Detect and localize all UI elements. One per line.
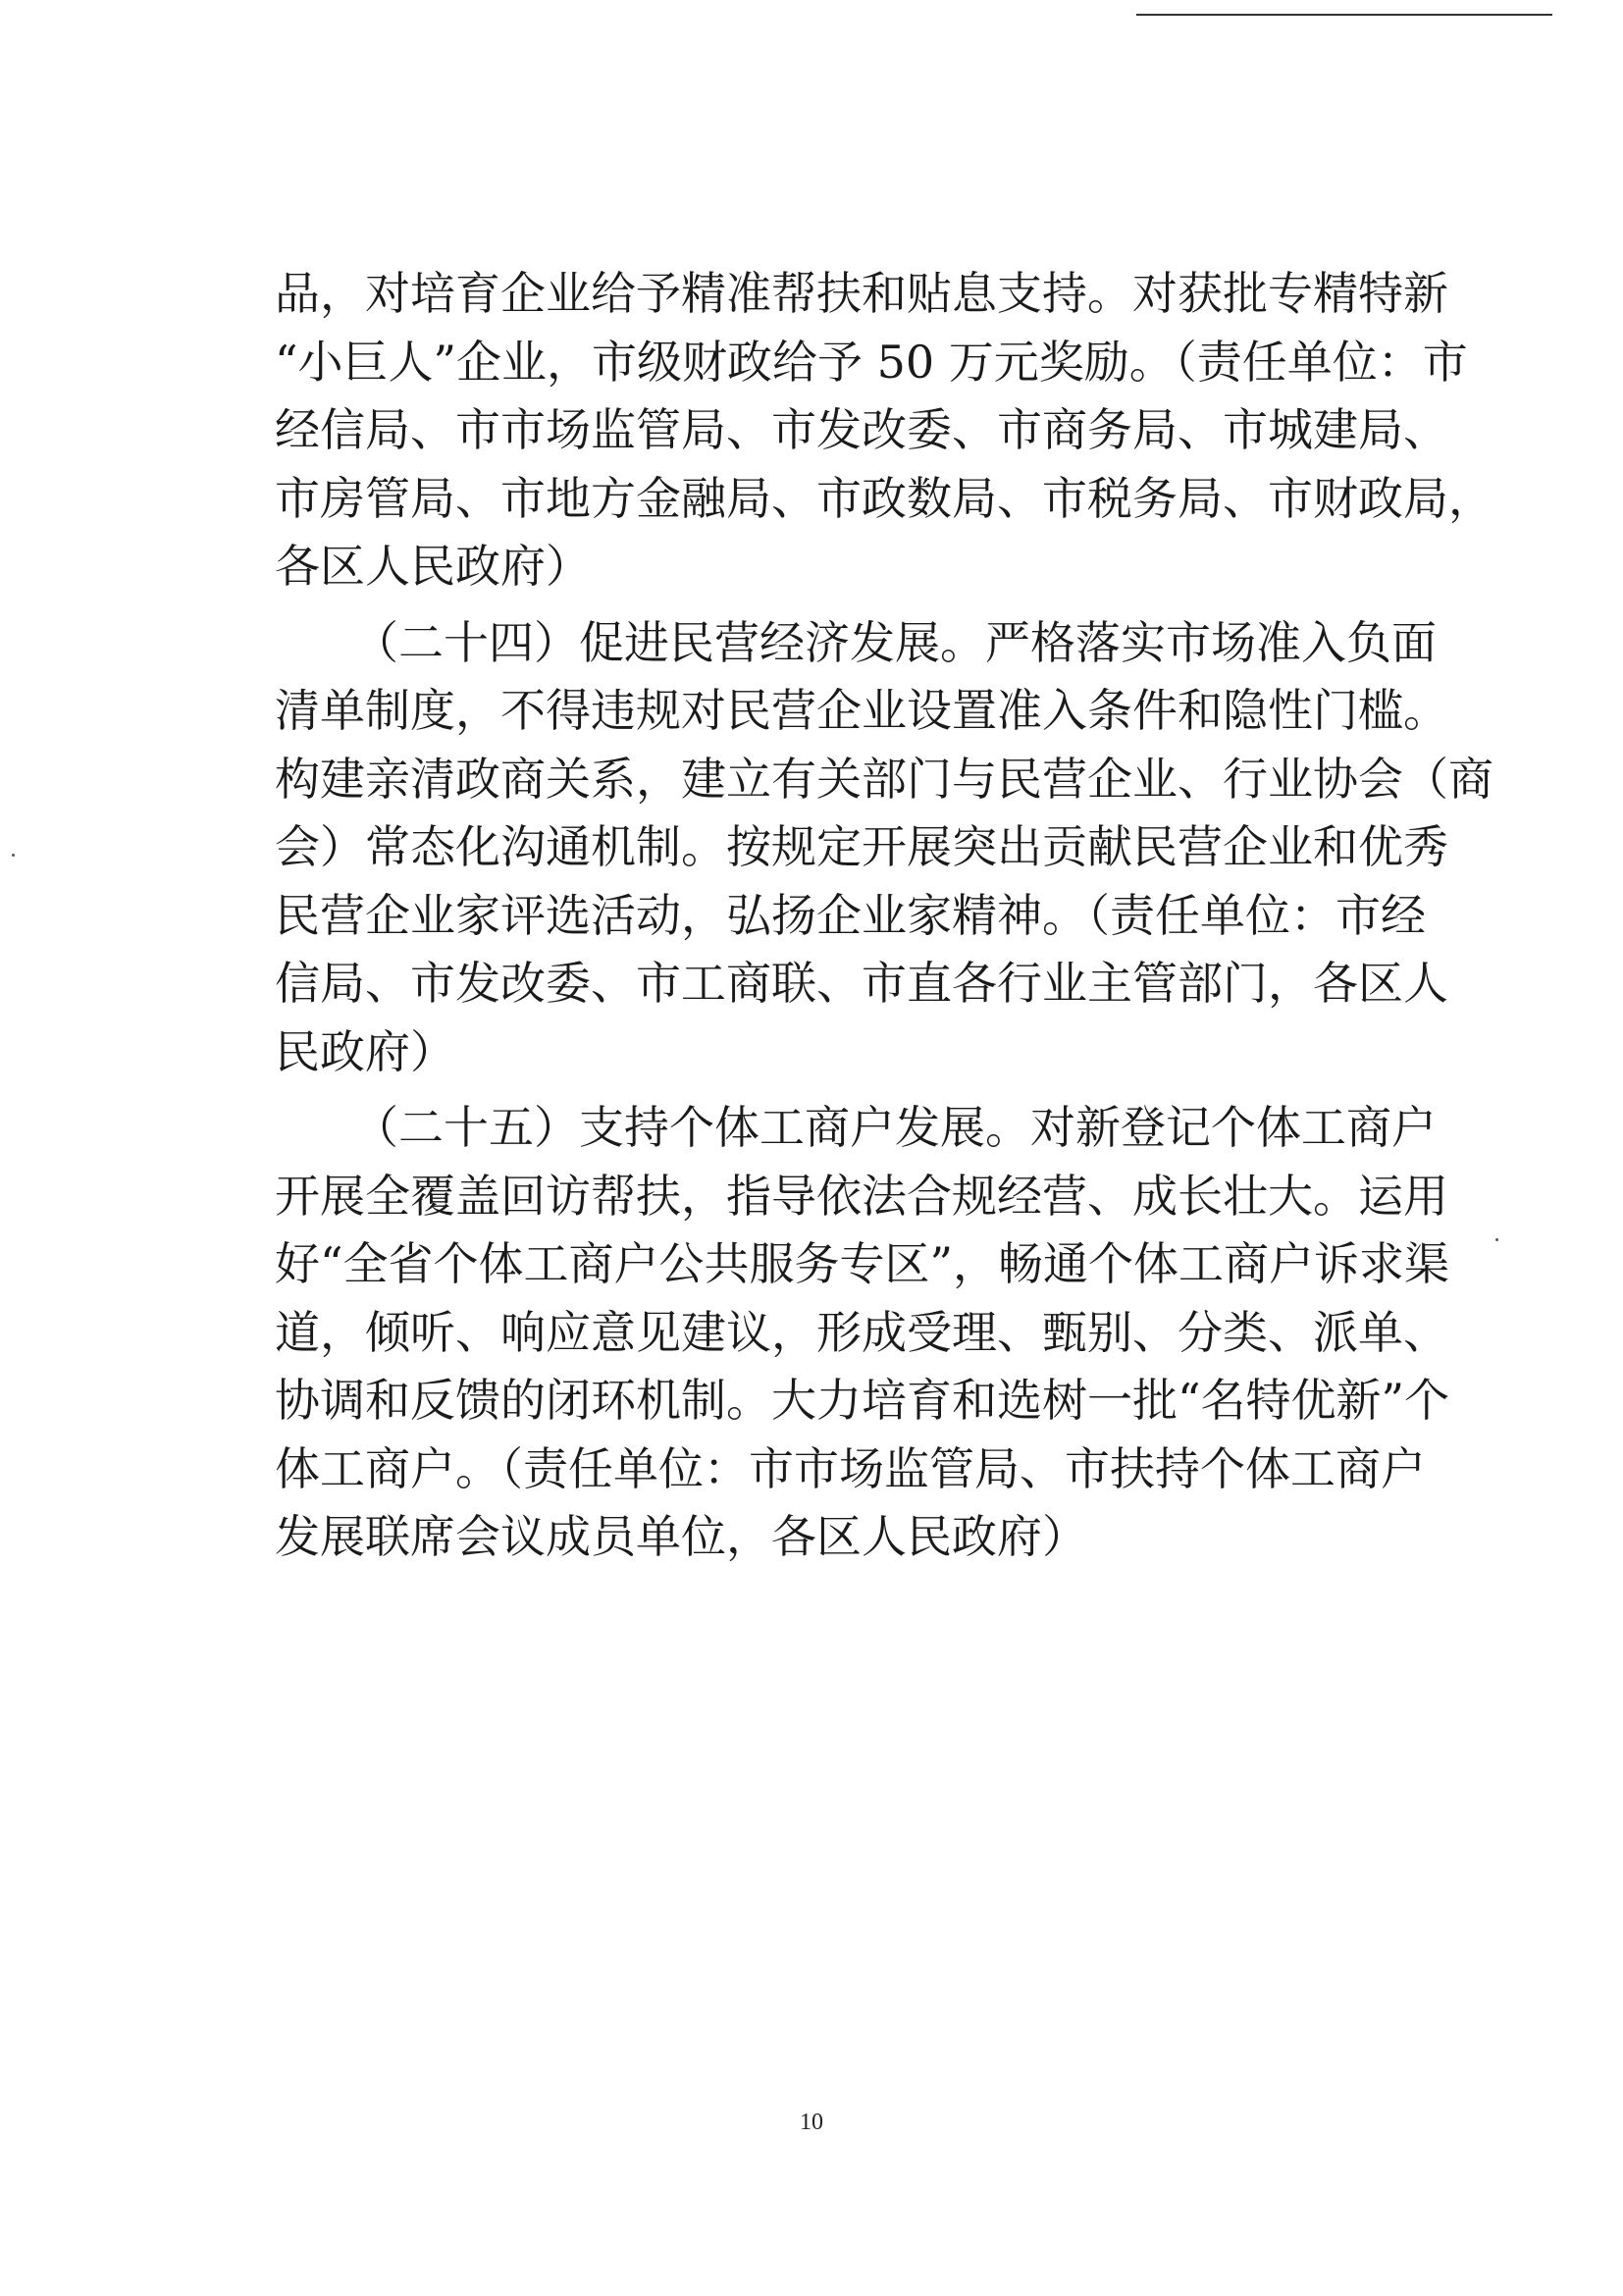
text-line: 好“全省个体工商户公共服务专区”，畅通个体工商户诉求渠 [275,1237,1450,1290]
text-line: 发展联席会议成员单位，各区人民政府） [275,1510,1087,1563]
text-line: 清单制度，不得违规对民营企业设置准入条件和隐性门槛。 [275,684,1448,737]
paragraph-1 [275,260,1493,601]
text-line: 开展全覆盖回访帮扶，指导依法合规经营、成长壮大。运用 [275,1169,1448,1223]
paragraph-3 [275,1094,1450,1572]
text-line: （二十五）支持个体工商户发展。对新登记个体工商户 [353,1101,1437,1154]
document-body [275,260,1493,1572]
text-line: “小巨人”企业，市级财政给予 50 万元奖励。（责任单位：市 [275,335,1468,389]
scan-speck [12,854,15,857]
text-line: 构建亲清政商关系，建立有关部门与民营企业、行业协会（商 [275,752,1493,806]
text-line: 会）常态化沟通机制。按规定开展突出贡献民营企业和优秀 [275,820,1448,873]
text-line: 协调和反馈的闭环机制。大力培育和选树一批“名特优新”个 [275,1374,1450,1427]
paragraph-2 [275,609,1493,1087]
text-line: 体工商户。（责任单位：市市场监管局、市扶持个体工商户 [275,1441,1426,1495]
text-line: 市房管局、市地方金融局、市政数局、市税务局、市财政局， [275,471,1493,525]
text-line: 民政府） [275,1024,455,1078]
header-rule [1136,14,1552,16]
text-line: 各区人民政府） [275,540,591,593]
text-line: 民营企业家评选活动，弘扬企业家精神。（责任单位：市经 [275,888,1426,942]
page-number: 10 [800,2110,823,2135]
text-line: 道，倾听、响应意见建议，形成受理、甄别、分类、派单、 [275,1305,1448,1359]
text-line: 经信局、市市场监管局、市发改委、市商务局、市城建局、 [275,403,1448,456]
text-line: （二十四）促进民营经济发展。严格落实市场准入负面 [353,615,1437,669]
scan-speck [1495,1238,1498,1241]
text-line: 信局、市发改委、市工商联、市直各行业主管部门，各区人 [275,957,1448,1010]
text-line: 品，对培育企业给予精准帮扶和贴息支持。对获批专精特新 [275,267,1448,320]
